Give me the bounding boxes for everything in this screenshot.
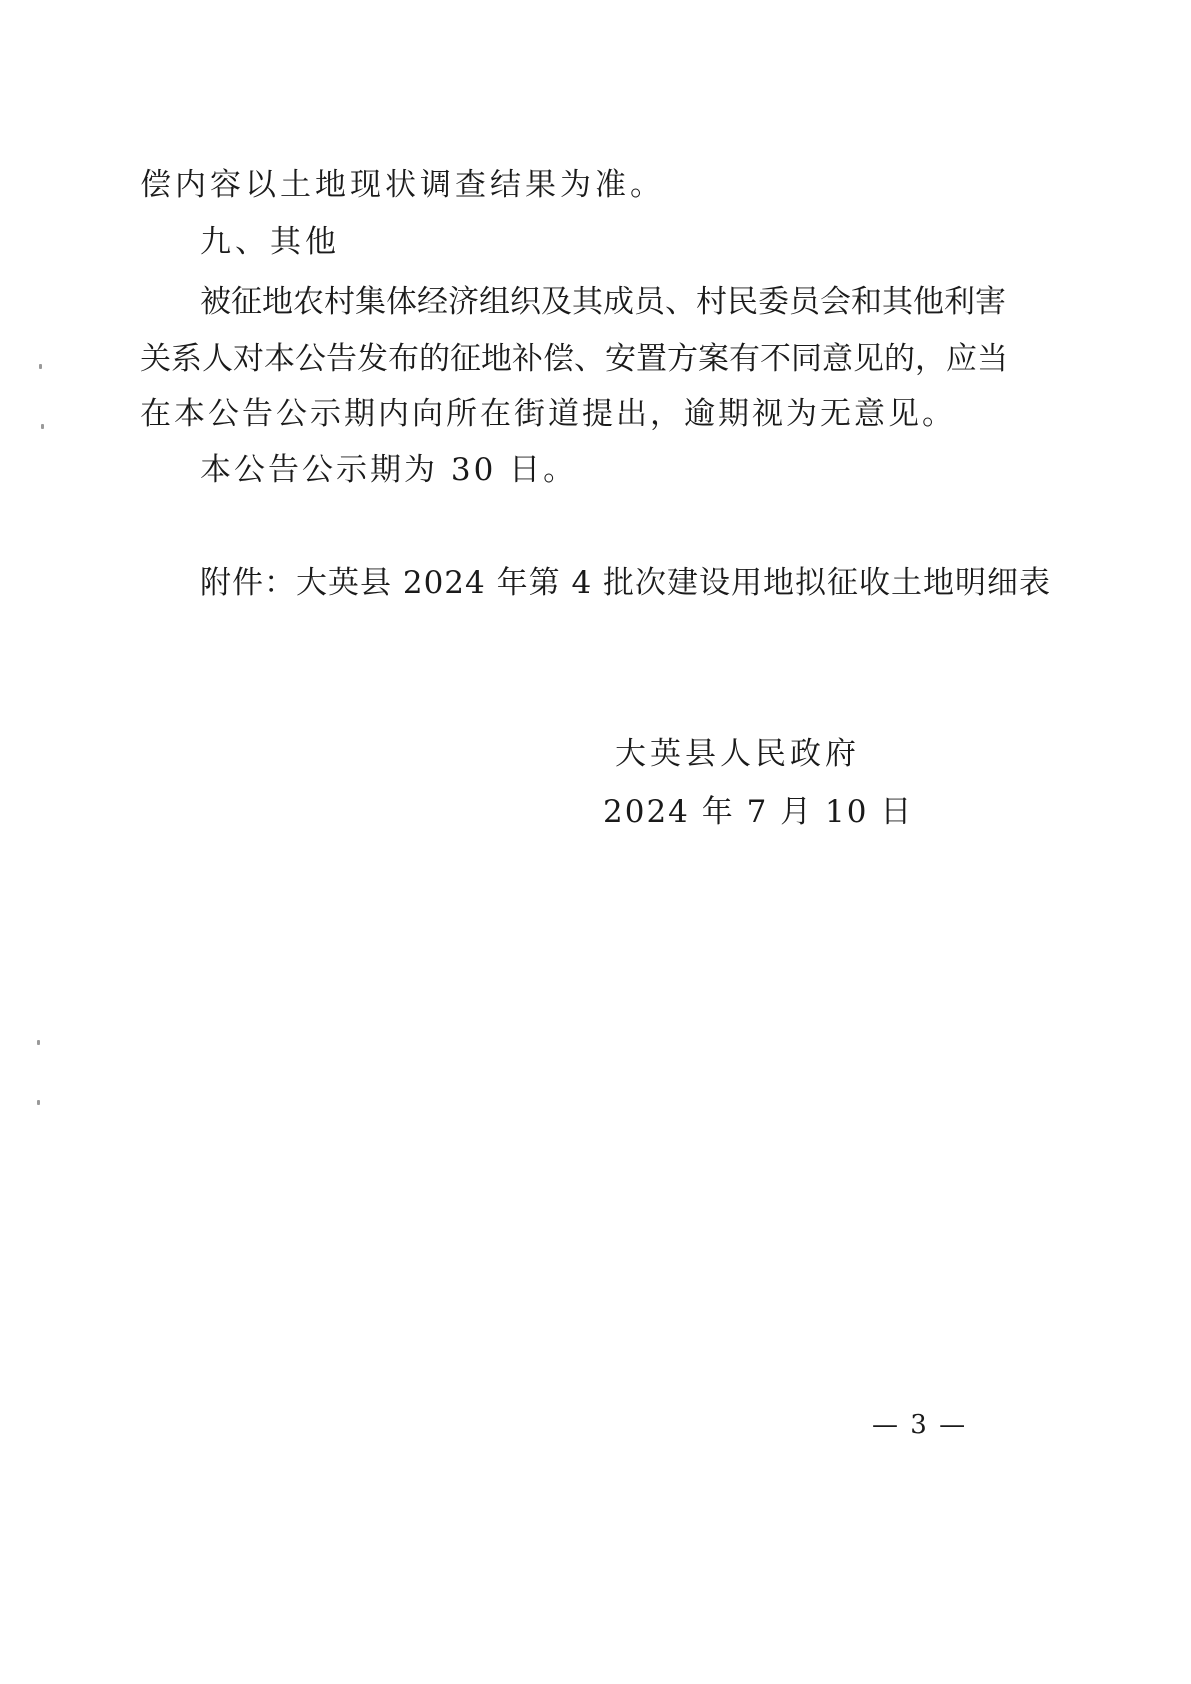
page-number: — 3 —: [872, 1410, 968, 1440]
objection-paragraph-line-1: 被征地农村集体经济组织及其成员、村民委员会和其他利害: [200, 284, 1006, 320]
attachment-text: 附件：大英县 2024 年第 4 批次建设用地拟征收土地明细表: [200, 565, 1052, 601]
issue-date: 2024 年 7 月 10 日: [603, 794, 914, 830]
objection-paragraph-line-3: 在本公告公示期内向所在街道提出，逾期视为无意见。: [140, 396, 956, 432]
scan-speck: [37, 1100, 40, 1105]
publicity-period-text: 本公告公示期为 30 日。: [200, 452, 578, 488]
scan-speck: [41, 424, 44, 429]
scan-speck: [39, 364, 42, 369]
section-nine-heading: 九、其他: [200, 224, 340, 260]
compensation-tail-text: 偿内容以土地现状调查结果为准。: [140, 167, 665, 203]
objection-paragraph-line-2: 关系人对本公告发布的征地补偿、安置方案有不同意见的，应当: [140, 341, 1008, 377]
scan-speck: [37, 1040, 40, 1045]
issuer-name: 大英县人民政府: [615, 736, 860, 772]
